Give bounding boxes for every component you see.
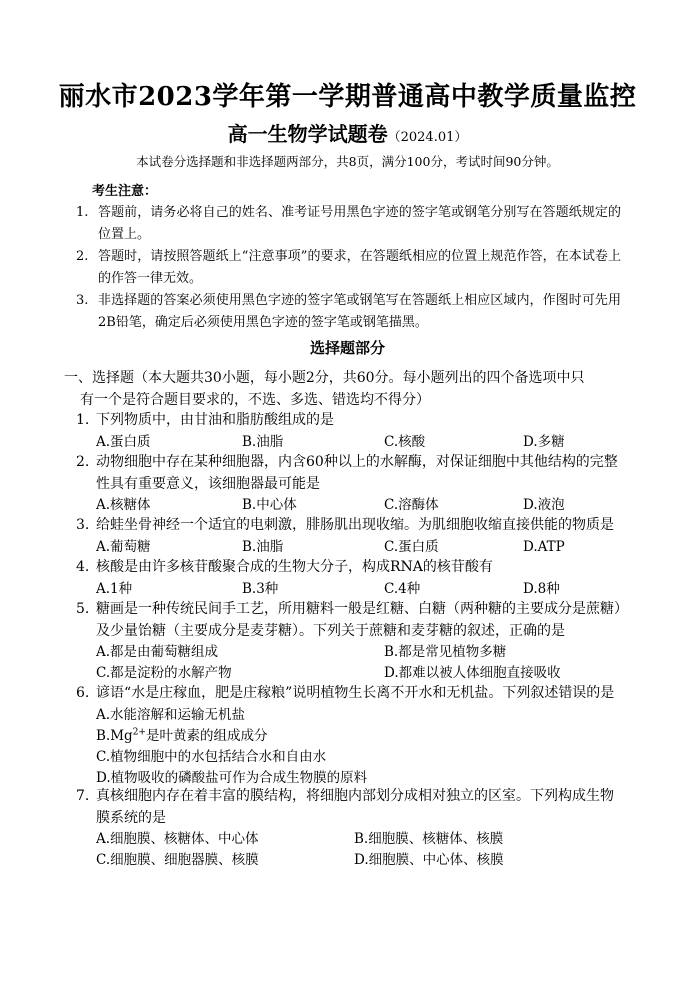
charge-superscript: 2+ <box>132 727 146 737</box>
question-4 <box>76 557 624 600</box>
question-1 <box>76 410 624 453</box>
notice-text: 非选择题的答案必须使用黑色字迹的签字笔或钢笔写在答题纸上相应区域内，作图时可先用2B铅笔，确定后必须使用黑色字迹的签字笔或钢笔描黑。 <box>98 293 621 330</box>
option-d: D.液泡 <box>523 497 565 513</box>
option-b: B.油脂 <box>242 433 284 450</box>
question-6 <box>76 683 624 789</box>
option-b: B.油脂 <box>242 538 284 555</box>
question-stem: 糖画是一种传统民间手工艺，所用糖料一般是红糖、白糖（两种糖的主要成分是蔗糖）及少量饴糖（主要成分是麦芽糖）。下列关于蔗糖和麦芽糖的叙述，正确的是 <box>96 601 621 639</box>
question-number: 2. <box>76 454 90 470</box>
notice-text: 答题前，请务必将自己的姓名、准考证号用黑色字迹的签字笔或钢笔分别写在答题纸规定的位置上。 <box>98 205 621 242</box>
question-stem: 给蛙坐骨神经一个适宜的电刺激，腓肠肌出现收缩。为肌细胞收缩直接供能的物质是 <box>96 517 614 533</box>
notice-number: 2. <box>76 249 89 264</box>
question-stem: 下列物质中，由甘油和脂肪酸组成的是 <box>96 412 334 428</box>
option-d: D.ATP <box>523 538 565 555</box>
question-stem: 核酸是由许多核苷酸聚合成的生物大分子，构成RNA的核苷酸有 <box>96 559 493 575</box>
option-d: D.多糖 <box>523 433 565 450</box>
option-c: C.溶酶体 <box>384 497 439 513</box>
options-row <box>76 747 624 768</box>
options-row <box>76 705 624 726</box>
question-stem: 真核细胞内存在着丰富的膜结构，将细胞内部划分成相对独立的区室。下列构成生物膜系统的是 <box>96 788 614 826</box>
notice-item <box>76 246 621 290</box>
option-d: D.都难以被人体细胞直接吸收 <box>384 665 561 681</box>
question-5 <box>76 599 624 684</box>
part-heading <box>64 367 624 411</box>
options-row <box>76 579 624 600</box>
option-c: C.蛋白质 <box>384 538 439 555</box>
option-d: D.细胞膜、中心体、核膜 <box>354 852 504 868</box>
option-c: C.核酸 <box>384 433 426 450</box>
options-row <box>76 432 624 453</box>
option-d: D.8种 <box>523 580 560 597</box>
options-row <box>76 829 624 850</box>
notice-item <box>76 290 621 334</box>
question-number: 7. <box>76 788 90 804</box>
question-number: 3. <box>76 517 90 533</box>
option-a: A.蛋白质 <box>96 433 151 450</box>
options-row <box>76 495 624 516</box>
page-title: 丽水市2023学年第一学期普通高中教学质量监控 <box>58 82 637 112</box>
question-number: 1. <box>76 412 90 428</box>
question-stem: 谚语“水是庄稼血，肥是庄稼粮”说明植物生长离不开水和无机盐。下列叙述错误的是 <box>96 685 615 701</box>
option-c: C.都是淀粉的水解产物 <box>96 665 232 681</box>
option-b <box>96 726 267 748</box>
notice-number: 3. <box>76 293 89 308</box>
notice-item <box>76 202 621 246</box>
question-stem: 动物细胞中存在某种细胞器，内含60种以上的水解酶，对保证细胞中其他结构的完整性具有重要意义，该细胞器最可能是 <box>96 454 618 492</box>
notice-number: 1. <box>76 205 89 220</box>
options-row <box>76 663 624 684</box>
option-b: B.细胞膜、核糖体、核膜 <box>354 831 504 847</box>
part-heading-line: 有一个是符合题目要求的，不选、多选、错选均不得分） <box>80 392 430 408</box>
option-a: A.都是由葡萄糖组成 <box>96 644 219 660</box>
option-b: B.中心体 <box>242 497 297 513</box>
option-c: C.4种 <box>384 580 421 597</box>
option-b-suffix: 是叶黄素的组成成分 <box>145 727 268 744</box>
option-b: B.3种 <box>242 580 279 597</box>
options-row <box>76 537 624 558</box>
option-c: C.植物细胞中的水包括结合水和自由水 <box>96 748 327 765</box>
option-a: A.葡萄糖 <box>96 538 151 555</box>
notice-text: 答题时，请按照答题纸上“注意事项”的要求，在答题纸相应的位置上规范作答，在本试卷上的作答一律无效。 <box>98 249 621 286</box>
page-subtitle <box>0 118 695 147</box>
section-title: 选择题部分 <box>309 339 385 357</box>
subtitle-text: 高一生物学试题卷 <box>227 122 388 146</box>
question-2 <box>76 452 624 516</box>
question-3 <box>76 515 624 558</box>
question-7 <box>76 786 624 871</box>
options-row <box>76 850 624 871</box>
option-b: B.都是常见植物多糖 <box>384 644 507 660</box>
options-row <box>76 726 624 747</box>
option-d: D.植物吸收的磷酸盐可作为合成生物膜的原料 <box>96 769 368 786</box>
option-a: A.细胞膜、核糖体、中心体 <box>96 831 259 847</box>
option-b-prefix: B.Mg <box>96 727 133 744</box>
exam-intro: 本试卷分选择题和非选择题两部分，共8页，满分100分，考试时间90分钟。 <box>136 154 559 169</box>
option-a: A.水能溶解和运输无机盐 <box>96 706 246 723</box>
option-a: A.核糖体 <box>96 497 151 513</box>
exam-date: （2024.01） <box>387 130 468 145</box>
option-a: A.1种 <box>96 580 133 597</box>
notice-heading: 考生注意： <box>92 184 158 199</box>
option-c: C.细胞膜、细胞器膜、核膜 <box>96 852 259 868</box>
options-row <box>76 642 624 663</box>
part-heading-line: 一、选择题（本大题共30小题，每小题2分，共60分。每小题列出的四个备选项中只 <box>64 370 585 386</box>
question-number: 5. <box>76 601 90 617</box>
question-number: 6. <box>76 685 90 701</box>
question-number: 4. <box>76 559 90 575</box>
